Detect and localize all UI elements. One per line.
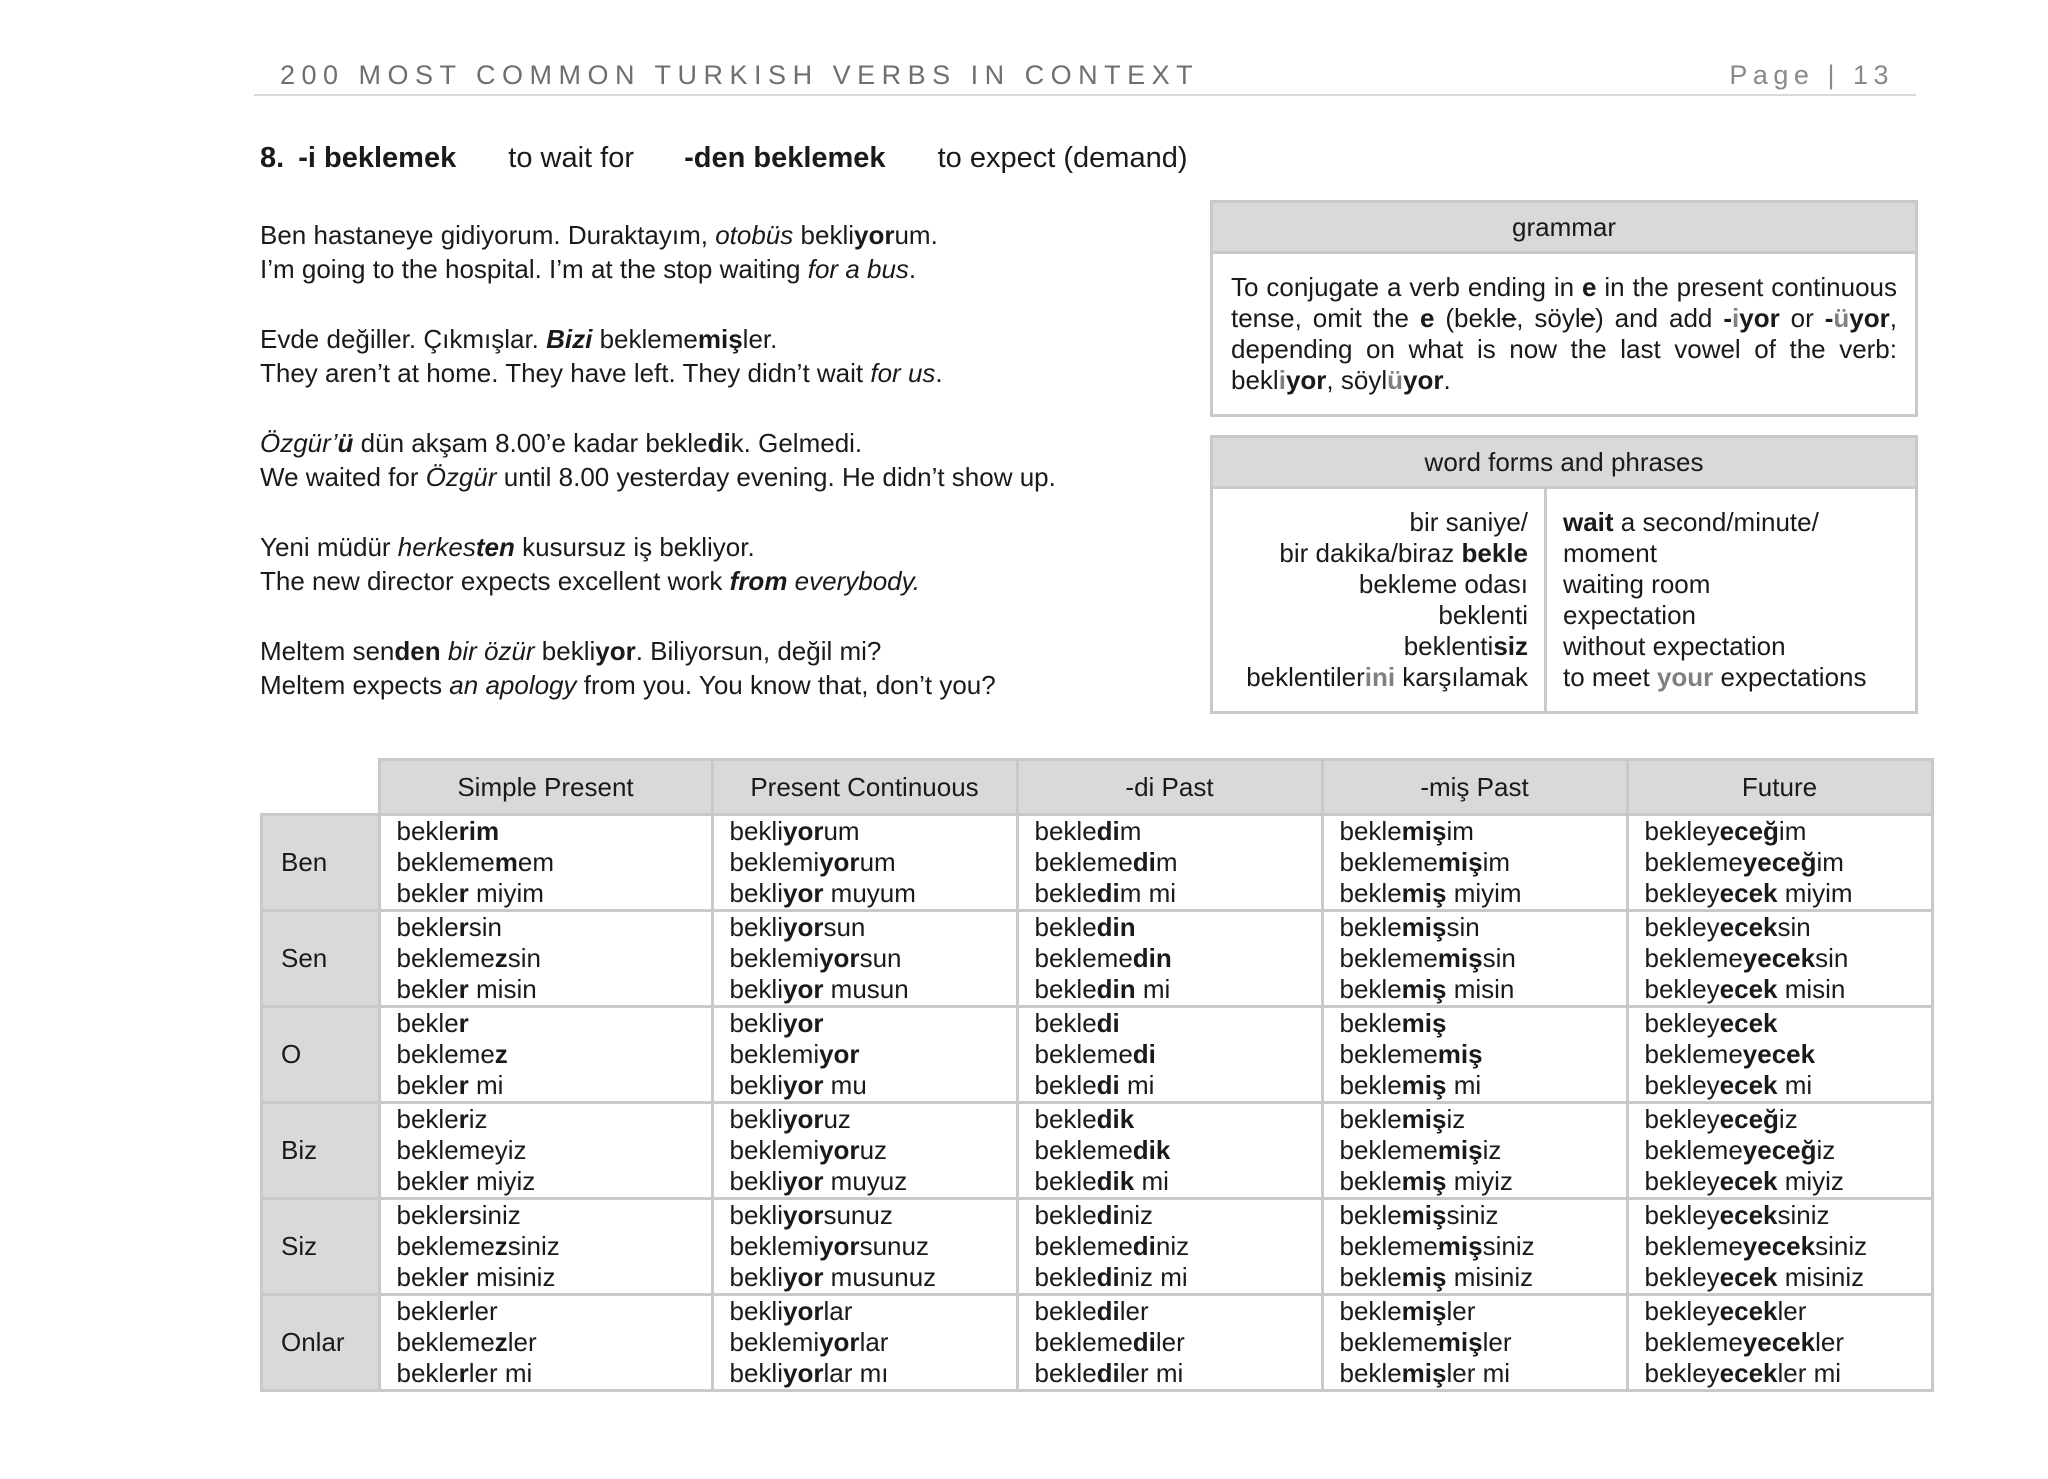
conjugation-cell — [1322, 815, 1627, 911]
example-sentences — [260, 218, 1160, 738]
example-english: We waited for Özgür until 8.00 yesterday evening. He didn’t show up. — [260, 462, 1056, 492]
conjugation-cell — [1322, 911, 1627, 1007]
verb-form: bekliyor muyum — [729, 878, 916, 908]
table-row — [262, 1007, 1933, 1103]
verb-form: beklemez — [396, 1039, 508, 1069]
entry-number: 8. — [260, 142, 285, 174]
verb-form: beklemedin — [1034, 943, 1172, 973]
verb-form: bekleyeceğim — [1644, 816, 1807, 846]
conjugation-cell — [1627, 911, 1932, 1007]
verb-form: beklemişsiniz — [1339, 1200, 1499, 1230]
conjugation-cell — [1322, 1103, 1627, 1199]
conjugation-cell — [712, 1199, 1017, 1295]
verb-form: beklemediniz — [1034, 1231, 1190, 1261]
verb-form: bekliyor muyuz — [729, 1166, 908, 1196]
verb-form: bekledi mi — [1034, 1070, 1155, 1100]
conjugation-cell — [379, 1295, 712, 1391]
word-form-turkish: bekleme odası — [1358, 569, 1528, 599]
header-divider — [254, 94, 1916, 96]
verb-form: bekliyor — [729, 1008, 824, 1038]
example-english: The new director expects excellent work from everybody. — [260, 566, 920, 596]
verb-form: bekleyecek misin — [1644, 974, 1846, 1004]
conjugation-cell — [1627, 1007, 1932, 1103]
word-form-turkish: bir saniye/ — [1409, 507, 1528, 537]
entry-verb-1: -i beklemek — [298, 142, 457, 174]
verb-form: beklemişsin — [1339, 912, 1480, 942]
conjugation-cell — [1627, 1103, 1932, 1199]
verb-form: beklediler mi — [1034, 1358, 1184, 1388]
entry-gloss-2: to expect (demand) — [937, 142, 1188, 174]
word-forms-title: word forms and phrases — [1213, 438, 1915, 489]
conjugation-header-row — [262, 760, 1933, 815]
verb-form: beklemiş mi — [1339, 1070, 1482, 1100]
word-form-english: wait a second/minute/ — [1563, 507, 1819, 537]
conjugation-cell — [1017, 1199, 1322, 1295]
verb-form: bekleriz — [396, 1104, 488, 1134]
verb-form: beklemiyorsunuz — [729, 1231, 929, 1261]
example-turkish: Evde değiller. Çıkmışlar. Bizi beklememişler. — [260, 324, 778, 354]
verb-form: beklemişler — [1339, 1296, 1476, 1326]
word-forms-english — [1547, 489, 1915, 711]
verb-form: beklersiniz — [396, 1200, 521, 1230]
conjugation-table — [260, 758, 1934, 1392]
verb-form: bekleyeceğiz — [1644, 1104, 1798, 1134]
verb-form: beklemediler — [1034, 1327, 1185, 1357]
example-2 — [260, 322, 1160, 390]
conjugation-cell — [712, 1007, 1017, 1103]
word-form-english: without expectation — [1563, 631, 1786, 661]
header-di-past: -di Past — [1017, 760, 1322, 815]
verb-form: beklediler — [1034, 1296, 1149, 1326]
example-4 — [260, 530, 1160, 598]
conjugation-cell — [1017, 911, 1322, 1007]
verb-form: bekledim — [1034, 816, 1142, 846]
verb-form: beklemiyoruz — [729, 1135, 888, 1165]
verb-form: bekleyecekler — [1644, 1296, 1807, 1326]
example-turkish: Özgür’ü dün akşam 8.00’e kadar bekledik. Gelmedi. — [260, 428, 863, 458]
verb-form: beklerim — [396, 816, 500, 846]
conjugation-cell — [712, 1103, 1017, 1199]
verb-form: bekliyorum — [729, 816, 860, 846]
verb-form: beklemiyorum — [729, 847, 896, 877]
verb-form: beklememişler — [1339, 1327, 1512, 1357]
pronoun-cell: Siz — [262, 1199, 380, 1295]
verb-form: beklemişim — [1339, 816, 1474, 846]
example-1 — [260, 218, 1160, 286]
verb-form: bekler miyiz — [396, 1166, 536, 1196]
verb-form: beklemezsin — [396, 943, 542, 973]
header-mis-past: -miş Past — [1322, 760, 1627, 815]
header-simple-present: Simple Present — [379, 760, 712, 815]
verb-form: beklemiyorsun — [729, 943, 902, 973]
word-form-english: to meet your expectations — [1563, 662, 1867, 692]
verb-form: beklememişsin — [1339, 943, 1516, 973]
verb-form: bekliyorlar — [729, 1296, 853, 1326]
verb-form: bekliyoruz — [729, 1104, 851, 1134]
conjugation-cell — [1627, 1199, 1932, 1295]
conjugation-cell — [379, 1199, 712, 1295]
verb-form: beklememişim — [1339, 847, 1511, 877]
header-present-continuous: Present Continuous — [712, 760, 1017, 815]
conjugation-cell — [379, 1103, 712, 1199]
word-form-english: expectation — [1563, 600, 1696, 630]
example-turkish: Yeni müdür herkesten kusursuz iş bekliyor. — [260, 532, 755, 562]
conjugation-cell — [1627, 1295, 1932, 1391]
verb-form: beklediniz — [1034, 1200, 1154, 1230]
conjugation-cell — [1322, 1295, 1627, 1391]
grammar-text: To conjugate a verb ending in e in the present continuous tense, omit the e (bekle, söyle) and add -iyor or -üyor, depending on what is now the last vowel of the verb: bekliyor, söylüyor. — [1231, 272, 1897, 395]
verb-form: bekliyor musun — [729, 974, 909, 1004]
verb-form: beklersin — [396, 912, 503, 942]
verb-form: bekledik — [1034, 1104, 1135, 1134]
verb-form: bekler misin — [396, 974, 537, 1004]
verb-form: bekledin mi — [1034, 974, 1171, 1004]
example-3 — [260, 426, 1160, 494]
conjugation-cell — [379, 1007, 712, 1103]
word-form-turkish: beklenti — [1438, 600, 1528, 630]
entry-gloss-1: to wait for — [508, 142, 635, 174]
verb-form: beklemiyor — [729, 1039, 860, 1069]
verb-form: beklemeyecek — [1644, 1039, 1816, 1069]
conjugation-cell — [379, 911, 712, 1007]
table-row — [262, 911, 1933, 1007]
verb-form: beklemiyorlar — [729, 1327, 889, 1357]
verb-form: beklemiş — [1339, 1008, 1447, 1038]
conjugation-cell — [712, 1295, 1017, 1391]
grammar-title: grammar — [1213, 203, 1915, 254]
verb-form: bekleyecek miyim — [1644, 878, 1853, 908]
verb-form: beklememişsiniz — [1339, 1231, 1535, 1261]
verb-form: beklemişiz — [1339, 1104, 1466, 1134]
example-turkish: Meltem senden bir özür bekliyor. Biliyorsun, değil mi? — [260, 636, 882, 666]
verb-form: bekledin — [1034, 912, 1136, 942]
conjugation-cell — [379, 815, 712, 911]
verb-form: beklerler — [396, 1296, 498, 1326]
verb-form: beklemiş miyiz — [1339, 1166, 1513, 1196]
verb-form: bekleyecek misiniz — [1644, 1262, 1865, 1292]
corner-cell — [262, 760, 380, 815]
verb-form: bekler misiniz — [396, 1262, 556, 1292]
verb-form: beklemiş misin — [1339, 974, 1515, 1004]
table-row — [262, 1199, 1933, 1295]
example-english: I’m going to the hospital. I’m at the stop waiting for a bus. — [260, 254, 917, 284]
verb-form: bekleyeceksin — [1644, 912, 1811, 942]
verb-form: beklemiş miyim — [1339, 878, 1522, 908]
verb-form: bekledik mi — [1034, 1166, 1169, 1196]
verb-form: beklememem — [396, 847, 555, 877]
conjugation-cell — [1017, 1103, 1322, 1199]
conjugation-cell — [1627, 815, 1932, 911]
verb-form: bekleyecek — [1644, 1008, 1778, 1038]
verb-form: bekleyecek mi — [1644, 1070, 1813, 1100]
conjugation-cell — [712, 911, 1017, 1007]
verb-form: beklerler mi — [396, 1358, 533, 1388]
word-form-turkish: beklentilerini karşılamak — [1246, 662, 1528, 692]
word-forms-box — [1210, 435, 1918, 714]
word-form-turkish: bir dakika/biraz bekle — [1279, 538, 1528, 568]
pronoun-cell: Sen — [262, 911, 380, 1007]
verb-form: bekliyorsunuz — [729, 1200, 893, 1230]
verb-form: beklemedim — [1034, 847, 1178, 877]
example-english: Meltem expects an apology from you. You know that, don’t you? — [260, 670, 996, 700]
verb-form: beklemedi — [1034, 1039, 1156, 1069]
verb-form: bekliyorsun — [729, 912, 866, 942]
conjugation-cell — [1322, 1007, 1627, 1103]
verb-form: beklemeyeceğiz — [1644, 1135, 1836, 1165]
verb-form: bekleyecek miyiz — [1644, 1166, 1844, 1196]
table-row — [262, 815, 1933, 911]
verb-form: beklemezler — [396, 1327, 537, 1357]
verb-form: bekler mi — [396, 1070, 504, 1100]
verb-form: beklemeyecekler — [1644, 1327, 1844, 1357]
verb-form: beklemezsiniz — [396, 1231, 560, 1261]
entry-verb-2: -den beklemek — [684, 142, 886, 174]
verb-form: beklemeyeceksiniz — [1644, 1231, 1868, 1261]
table-row — [262, 1295, 1933, 1391]
verb-form: beklemedik — [1034, 1135, 1171, 1165]
verb-form: beklemeyiz — [396, 1135, 527, 1165]
page-number: Page | 13 — [1729, 60, 1894, 90]
verb-form: beklememişiz — [1339, 1135, 1502, 1165]
verb-form: bekledi — [1034, 1008, 1120, 1038]
example-5 — [260, 634, 1160, 702]
word-form-english: moment — [1563, 538, 1657, 568]
verb-form: bekler miyim — [396, 878, 544, 908]
verb-form: bekleyeceksiniz — [1644, 1200, 1830, 1230]
conjugation-cell — [1017, 815, 1322, 911]
conjugation-cell — [1017, 1295, 1322, 1391]
verb-form: bekliyor mu — [729, 1070, 867, 1100]
word-form-turkish: beklentisiz — [1403, 631, 1528, 661]
running-header-title: 200 MOST COMMON TURKISH VERBS IN CONTEXT — [280, 60, 1200, 90]
grammar-box — [1210, 200, 1918, 417]
header-future: Future — [1627, 760, 1932, 815]
verb-form: beklemeyeceksin — [1644, 943, 1849, 973]
verb-form: bekliyorlar mı — [729, 1358, 889, 1388]
conjugation-cell — [1322, 1199, 1627, 1295]
pronoun-cell: Ben — [262, 815, 380, 911]
verb-form: beklememiş — [1339, 1039, 1483, 1069]
example-turkish: Ben hastaneye gidiyorum. Duraktayım, otobüs bekliyorum. — [260, 220, 938, 250]
conjugation-cell — [712, 815, 1017, 911]
verb-form: bekliyor musunuz — [729, 1262, 937, 1292]
verb-form: bekledim mi — [1034, 878, 1177, 908]
verb-form: bekler — [396, 1008, 469, 1038]
table-row — [262, 1103, 1933, 1199]
entry-heading — [260, 142, 1187, 175]
pronoun-cell: Biz — [262, 1103, 380, 1199]
conjugation-cell — [1017, 1007, 1322, 1103]
word-forms-turkish — [1213, 489, 1547, 711]
verb-form: beklediniz mi — [1034, 1262, 1188, 1292]
verb-form: beklemeyeceğim — [1644, 847, 1844, 877]
pronoun-cell: O — [262, 1007, 380, 1103]
verb-form: beklemişler mi — [1339, 1358, 1511, 1388]
example-english: They aren’t at home. They have left. They didn’t wait for us. — [260, 358, 943, 388]
pronoun-cell: Onlar — [262, 1295, 380, 1391]
word-form-english: waiting room — [1563, 569, 1711, 599]
verb-form: beklemiş misiniz — [1339, 1262, 1534, 1292]
verb-form: bekleyecekler mi — [1644, 1358, 1842, 1388]
